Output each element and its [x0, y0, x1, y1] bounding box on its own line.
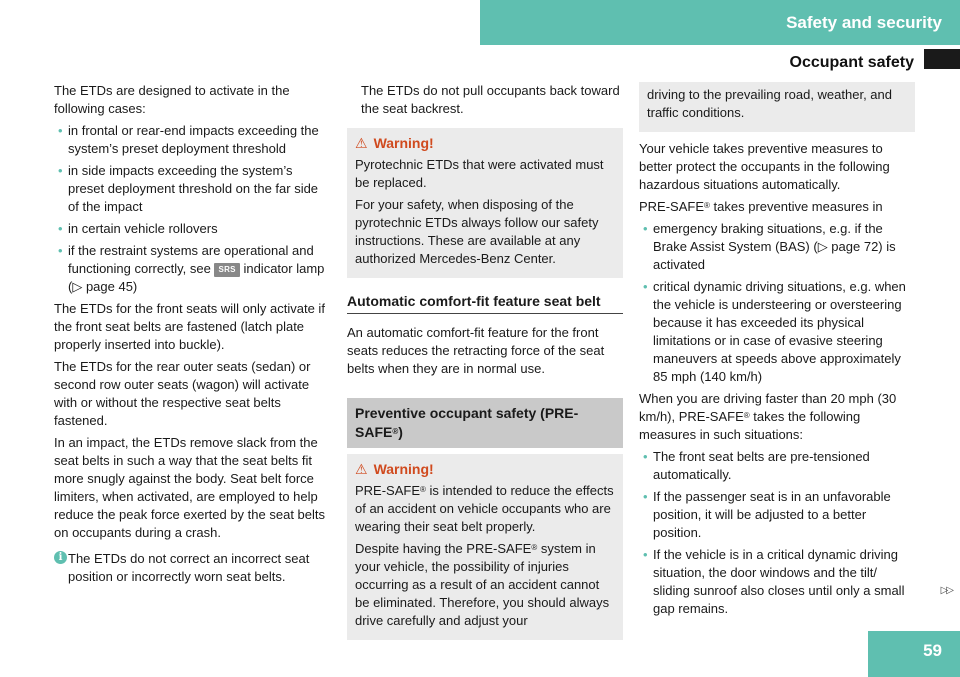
bullet-icon: • — [643, 449, 648, 464]
continue-arrow-icon: ▷▷ — [940, 585, 952, 596]
column-1 — [54, 82, 331, 586]
etd-impact: In an impact, the ETDs remove slack from the seat belts in such a way that the seat belts fit more snugly against the body. Seat belt force limiters, when activated, are employed to help reduce the peak force exerted by the seat belts on occupants during a crash. — [54, 435, 326, 540]
etd-rear-seats: The ETDs for the rear outer seats (sedan) or second row outer seats (wagon) will activate with or without the respective seat belts fastened. — [54, 359, 311, 428]
warning-box-etd: ⚠ Warning! Pyrotechnic ETDs that were activated must be replaced. For your safety, when disposing of the pyrotechnic ETDs always follow our safety instructions. These are available at any authorized Mercedes-Benz Center. — [347, 128, 623, 278]
warning-box-continued: driving to the prevailing road, weather, and traffic conditions. — [639, 82, 915, 132]
list-item: • If the vehicle is in a critical dynamic driving situation, the door windows and the tilt/ sliding sunroof also closes until only a small gap remains. — [643, 547, 905, 616]
heading-pre-safe: Preventive occupant safety (PRE-SAFE®) — [347, 398, 623, 448]
info-icon: i — [54, 551, 67, 564]
registered-mark: ® — [420, 485, 426, 494]
etd-front-seats: The ETDs for the front seats will only activate if the front seat belts are fastened (latch plate properly inserted into buckle). — [54, 301, 325, 352]
list-item: • critical dynamic driving situations, e.g. when the vehicle is understeering or oversteering because it has exceeded its physical limitations or in case of evasive steering maneuvers at speeds above approximately 85 mph (140 km/h) — [643, 279, 906, 384]
bullet-icon: • — [643, 279, 648, 294]
list-item: • emergency braking situations, e.g. if the Brake Assist System (BAS) (▷ page 72) is activated — [643, 221, 896, 272]
black-tab-marker — [924, 49, 960, 69]
etd-intro: The ETDs are designed to activate in the following cases: — [54, 83, 290, 116]
bullet-icon: • — [58, 123, 63, 138]
presafe-speed-text: When you are driving faster than 20 mph (30 km/h), PRE-SAFE® takes the following measures in such situations: — [639, 391, 897, 442]
heading-comfort-fit: Automatic comfort-fit feature seat belt — [347, 292, 623, 314]
list-item: • If the passenger seat is in an unfavorable position, it will be adjusted to a better position. — [643, 489, 891, 540]
list-item: • if the restraint systems are operational and functioning correctly, see SRS indicator lamp (▷ page 45) — [58, 243, 325, 294]
presafe-measures-intro: PRE-SAFE® takes preventive measures in — [639, 199, 883, 214]
column-3 — [639, 82, 915, 622]
section-title: Safety and security — [786, 13, 942, 32]
info-note-continued: The ETDs do not pull occupants back toward the seat backrest. — [361, 83, 620, 116]
srs-indicator-icon: SRS — [214, 263, 239, 277]
info-note: i The ETDs do not correct an incorrect seat position or incorrectly worn seat belts. — [54, 550, 331, 586]
subsection-title: Occupant safety — [789, 54, 914, 71]
list-item: • The front seat belts are pre-tensioned automatically. — [643, 449, 870, 482]
warning-icon: ⚠ — [355, 461, 368, 477]
warning-icon: ⚠ — [355, 135, 368, 151]
bullet-icon: • — [58, 243, 63, 258]
header-band — [480, 0, 960, 45]
bullet-icon: • — [643, 547, 648, 562]
list-item: • in frontal or rear-end impacts exceeding the system’s preset deployment threshold — [58, 123, 319, 156]
warning-box-pre-safe: ⚠ Warning! PRE-SAFE® is intended to reduce the effects of an accident on vehicle occupants who are wearing their seat belt properly. Despite having the PRE-SAFE® system in your vehicle, the possibility of injuries occurring as a result of an accident cannot be eliminated. Therefore, you should always drive carefully and adjust your — [347, 454, 623, 640]
registered-mark: ® — [531, 543, 538, 552]
bullet-icon: • — [58, 163, 63, 178]
column-2 — [347, 82, 623, 640]
bullet-icon: • — [643, 221, 648, 236]
presafe-intro: Your vehicle takes preventive measures to better protect the occupants in the following hazardous situations automatically. — [639, 141, 890, 192]
page-number-box — [868, 631, 960, 677]
registered-mark: ® — [743, 411, 750, 420]
list-item: • in certain vehicle rollovers — [58, 221, 218, 236]
bullet-icon: • — [58, 221, 63, 236]
registered-mark: ® — [392, 427, 399, 436]
bullet-icon: • — [643, 489, 648, 504]
comfort-fit-text: An automatic comfort-fit feature for the front seats reduces the retracting force of the seat belts when they are in normal use. — [347, 325, 605, 376]
registered-mark: ® — [704, 201, 710, 210]
page-number: 59 — [923, 641, 942, 660]
list-item: • in side impacts exceeding the system’s preset deployment threshold on the far side of the impact — [58, 163, 319, 214]
